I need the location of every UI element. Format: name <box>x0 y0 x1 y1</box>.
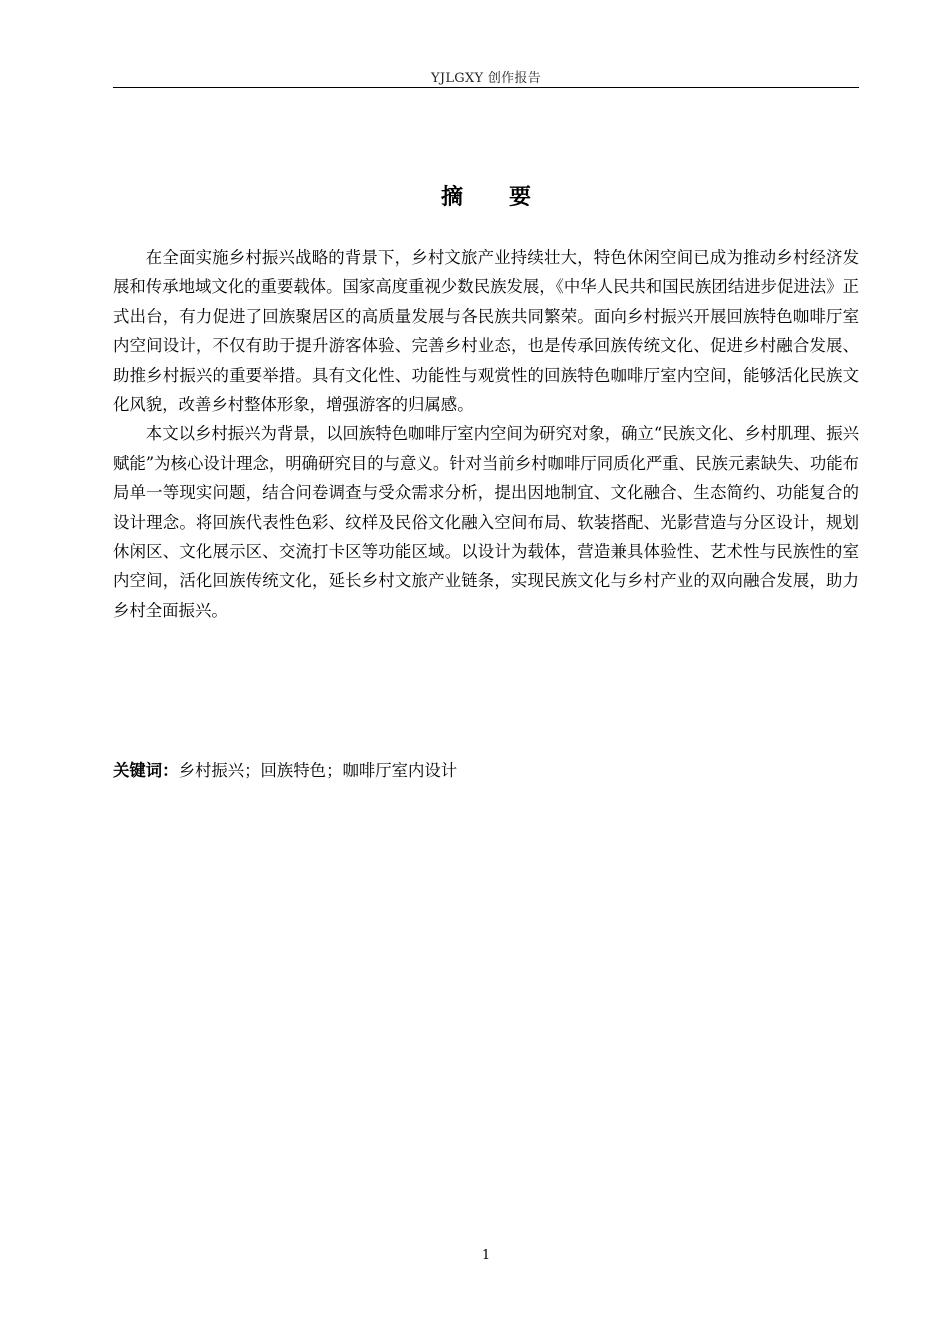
page-title: 摘要 <box>440 185 577 210</box>
keywords-line <box>113 756 859 785</box>
keywords-label: 关键词： <box>113 761 179 780</box>
abstract-body <box>113 243 859 625</box>
running-header: YJLGXY 创作报告 <box>430 71 542 86</box>
abstract-paragraph-1: 在全面实施乡村振兴战略的背景下，乡村文旅产业持续壮大，特色休闲空间已成为推动乡村经济发展和传承地域文化的重要载体。国家高度重视少数民族发展，《中华人民共和国民族团结进步促进法》正式出台，有力促进了回族聚居区的高质量发展与各民族共同繁荣。面向乡村振兴开展回族特色咖啡厅室内空间设计，不仅有助于提升游客体验、完善乡村业态，也是传承回族传统文化、促进乡村融合发展、助推乡村振兴的重要举措。具有文化性、功能性与观赏性的回族特色咖啡厅室内空间，能够活化民族文化风貌，改善乡村整体形象，增强游客的归属感。 <box>113 248 859 415</box>
page-number: 1 <box>481 1248 491 1263</box>
keywords-value: 乡村振兴；回族特色；咖啡厅室内设计 <box>178 761 458 780</box>
abstract-paragraph-2: 本文以乡村振兴为背景，以回族特色咖啡厅室内空间为研究对象，确立“民族文化、乡村肌理、振兴赋能”为核心设计理念，明确研究目的与意义。针对当前乡村咖啡厅同质化严重、民族元素缺失、功能布局单一等现实问题，结合问卷调查与受众需求分析，提出因地制宜、文化融合、生态简约、功能复合的设计理念。将回族代表性色彩、纹样及民俗文化融入空间布局、软装搭配、光影营造与分区设计，规划休闲区、文化展示区、交流打卡区等功能区域。以设计为载体，营造兼具体验性、艺术性与民族性的室内空间，活化回族传统文化，延长乡村文旅产业链条，实现民族文化与乡村产业的双向融合发展，助力乡村全面振兴。 <box>113 424 859 620</box>
header-divider <box>113 87 859 88</box>
